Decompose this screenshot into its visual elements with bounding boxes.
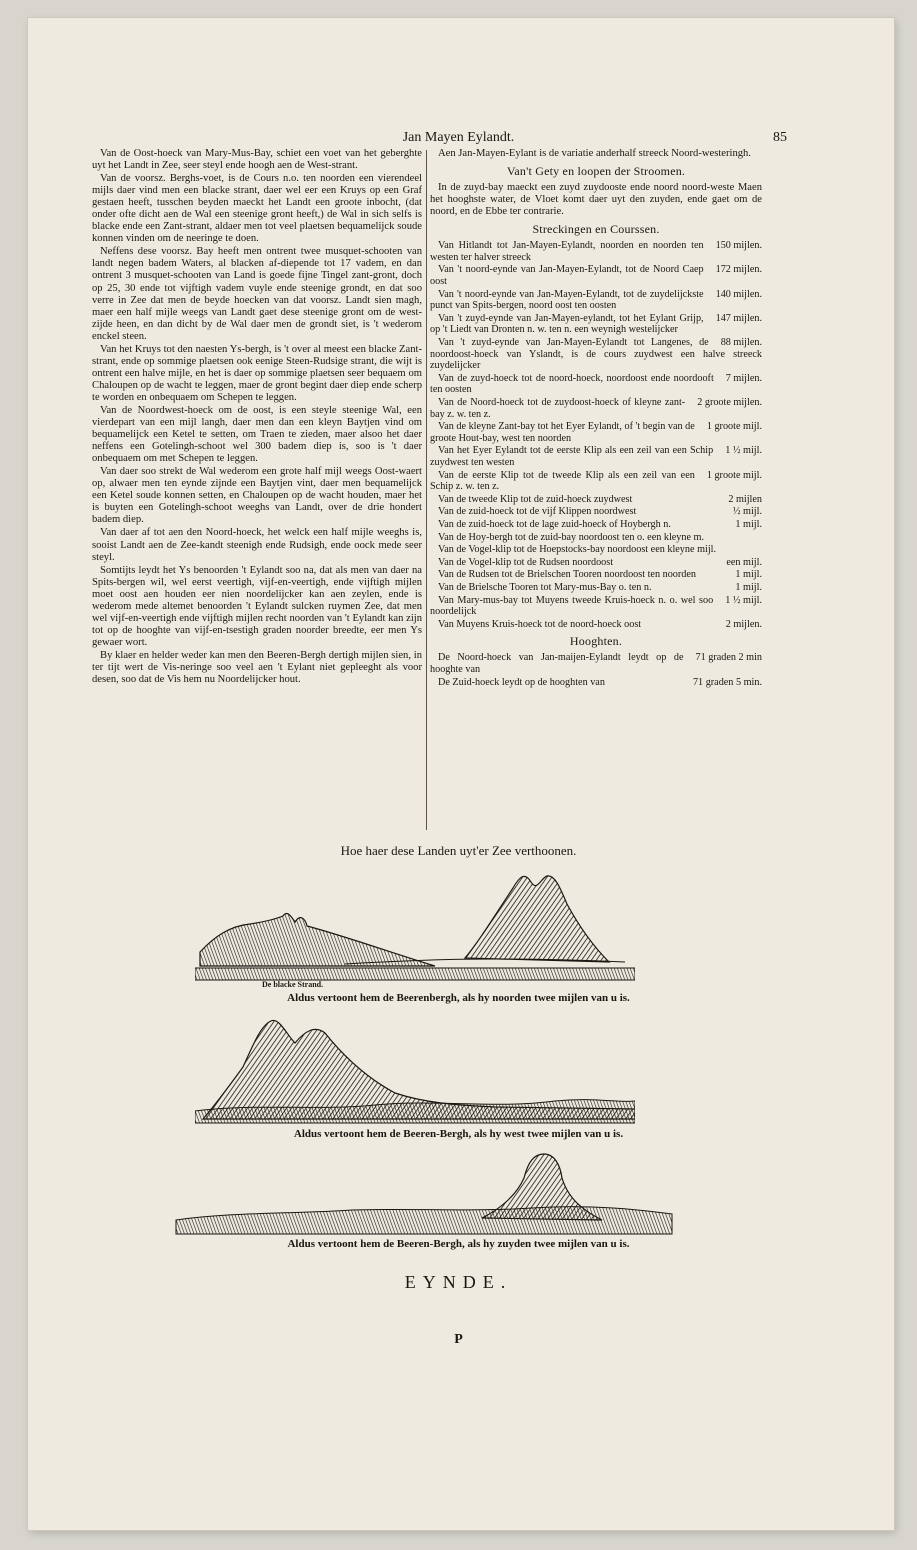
variation-paragraph: Aen Jan-Mayen-Eylant is de variatie anderhalf streeck Noord-westeringh. bbox=[438, 148, 751, 159]
course-entry bbox=[430, 582, 762, 594]
course-entry bbox=[430, 240, 762, 263]
coastal-view-north bbox=[195, 870, 635, 982]
tides-heading: Van't Gety en loopen der Stroomen. bbox=[506, 164, 686, 179]
courses-heading: Streckingen en Courssen. bbox=[532, 222, 660, 237]
height-entry bbox=[430, 652, 762, 675]
sea-band bbox=[195, 968, 635, 980]
course-entry bbox=[430, 397, 762, 420]
distance-value: ½ mijl. bbox=[732, 506, 762, 518]
paragraph: By klaer en helder weder kan men den Beeren-Bergh dertigh mijlen sien, in ter tijt wert de Vis-neringe soo veel aen 't Eylant niet gepleeght als voor desen, soo dat de Vis hem nu Noordelijcker hout. bbox=[92, 649, 422, 686]
route-text: Van de zuyd-hoeck tot de noord-hoeck, noordoost ende noordooft ten oosten bbox=[430, 372, 714, 396]
route-text: Van 't zuyd-eynde van Jan-Mayen-eylandt, tot het Eylant Grijp, op 't Liedt van Dronten n. w. ten n. een weynigh westelijcker bbox=[430, 312, 704, 336]
course-entry bbox=[430, 373, 762, 396]
distance-value: 1 ½ mijl. bbox=[725, 445, 762, 457]
route-text: Van Mary-mus-bay tot Muyens tweede Kruis-hoeck n. o. wel soo noordelijck bbox=[430, 594, 714, 618]
caption-view-south: Aldus vertoont hem de Beeren-Bergh, als hy zuyden twee mijlen van u is. bbox=[287, 1238, 630, 1250]
caption-view-north: Aldus vertoont hem de Beerenbergh, als hy noorden twee mijlen van u is. bbox=[287, 992, 630, 1004]
course-entry bbox=[430, 445, 762, 468]
distance-value: 88 mijlen. bbox=[720, 337, 762, 349]
route-text: Van de Rudsen tot de Brielschen Tooren noordoost ten noorden bbox=[438, 569, 696, 581]
mountain-beerenbergh bbox=[465, 876, 609, 962]
label-blacke-strand: De blacke Strand. bbox=[262, 980, 324, 989]
route-text: Van de zuid-hoeck tot de vijf Klippen noordwest bbox=[438, 506, 637, 518]
course-entry bbox=[430, 470, 762, 493]
distance-value: 1 mijl. bbox=[735, 581, 762, 593]
route-text: Van de Vogel-klip tot de Rudsen noordoost bbox=[438, 556, 614, 568]
distance-value: 150 mijlen. bbox=[715, 240, 762, 252]
route-text: Van de tweede Klip tot de zuid-hoeck zuydwest bbox=[438, 493, 633, 505]
route-text: Van 't noord-eynde van Jan-Mayen-Eylandt, tot de Noord Caep oost bbox=[430, 264, 704, 288]
distance-value: een mijl. bbox=[726, 556, 762, 568]
ending-text: EYNDE. bbox=[404, 1272, 513, 1292]
course-entry bbox=[430, 264, 762, 287]
distance-value: 71 graden 2 min bbox=[695, 652, 762, 664]
route-text: Van 't noord-eynde van Jan-Mayen-Eylandt, tot de zuydelijckste punct van Spits-bergen, noord oost ten oosten bbox=[430, 288, 704, 312]
caption-view-west: Aldus vertoont hem de Beeren-Bergh, als hy west twee mijlen van u is. bbox=[293, 1128, 624, 1140]
left-column bbox=[92, 148, 422, 831]
running-header bbox=[0, 130, 917, 148]
distance-value: 1 groote mijl. bbox=[706, 421, 762, 433]
route-text: Van de Vogel-klip tot de Hoepstocks-bay noordoost een kleyne mijl. bbox=[438, 544, 717, 556]
courses-list bbox=[430, 240, 762, 630]
figures-title: Hoe haer dese Landen uyt'er Zee verthoonen. bbox=[340, 843, 577, 858]
paragraph: Van het Kruys tot den naesten Ys-bergh, is 't over al meest een blacke Zant-strant, ende op sommige plaetsen ook eenige Steen-Rudsige strant, die wijt is ontrent een halve mijle, en het is daer op sommige plaetsen seer bequaem om Chaloupen op de wacht te leggen, maer de gront begint daer diep ende scherp te worden en onbequaem om Schepen te leggen. bbox=[92, 343, 422, 403]
coastal-view-west bbox=[195, 1015, 635, 1127]
course-entry bbox=[430, 569, 762, 581]
headland-left bbox=[200, 914, 435, 966]
paragraph: Van de Oost-hoeck van Mary-Mus-Bay, schiet een voet van het geberghte uyt het Landt in Zee, seer steyl ende hoogh aen de West-strant. bbox=[92, 148, 422, 172]
route-text: Van de Brielsche Tooren tot Mary-mus-Bay o. ten n. bbox=[438, 581, 652, 593]
distance-value: 2 mijlen bbox=[728, 493, 762, 505]
distance-value: 1 mijl. bbox=[735, 569, 762, 581]
distance-value: 1 ½ mijl. bbox=[725, 594, 762, 606]
course-entry bbox=[430, 557, 762, 569]
coastal-view-south bbox=[172, 1148, 677, 1238]
route-text: Van de zuid-hoeck tot de lage zuid-hoeck of Hoybergh n. bbox=[438, 518, 671, 530]
paragraph: Van daer soo strekt de Wal wederom een grote half mijl weegs Oost-waert op, alwaer men ten eynde zijnde een Baytjen vint, daer men bequamelijck een Ketel soude konnen setten, en Chaloupen op de wacht houden, maer het is buyten een Gotelingh-schoot weeghs van Landt, over de drie hondert badem diep. bbox=[92, 466, 422, 526]
paragraph: Van de Noordwest-hoeck om de oost, is een steyle steenige Wal, een vierdepart van een mijl langh, daer men dan een kleyn Baytjen vind om bequamelijck een Ketel te setten, om Traen te zieden, maer alsoo het daer neffens een Gotelingh-schoot wel 300 badem diep is, soo is 't daer onbequaem om met Schepen te leggen. bbox=[92, 404, 422, 465]
route-text: Van de kleyne Zant-bay tot het Eyer Eylandt, of 't begin van de groote Hout-bay, west ten noorden bbox=[430, 421, 695, 444]
distance-value: 2 groote mijlen. bbox=[697, 397, 762, 408]
route-text: Van het Eyer Eylandt tot de eerste Klip als een zeil van een Schip zuydwest ten westen bbox=[430, 445, 714, 468]
paragraph: Somtijts leydt het Ys benoorden 't Eylandt soo na, dat als men van daer na Spits-bergen wil, wel eerst veertigh, vijf-en-veertigh, ende vijftigh mijlen moet oost aen houden eer nien noordelijcker kan aen zeylen, ende is wederom mede altemet benoorden 't Eylandt sulcken ruymen Zee, dat men wel vijf-en-veertigh ende vijftigh mijlen recht noorden van 't Eylandt kan zijn tot op de hooghte van vijf-en-tsestigh graden noorder breedte, eer men Ys gewaer wort. bbox=[92, 564, 422, 648]
paragraph: Neffens dese voorsz. Bay heeft men ontrent twee musquet-schooten van landt negen badem Waters, al blacken af-diepende tot 17 vadem, en dan ontrent 3 musquet-schooten van Land is goede fijne Tingel zant-gront, doch op 25, 30 ende tot vijftigh vadem vuyle ende steenige grondt, en dat soo verre in Zee dat men de beyde hoecken van dat voorsz. Landt sien magh, maer een half mijle weegs van Landt gaet dese steenige gront om de west-zijde heen, en dan dicht by de Wal daer men de grondt siet, is 't wederom enckel steen. bbox=[92, 246, 422, 342]
course-entry bbox=[430, 313, 762, 336]
paragraph: Van daer af tot aen den Noord-hoeck, het welck een half mijle weeghs is, sooist Landt aen de Zee-kandt steenigh ende Rudsigh, ende oock mede seer steyl. bbox=[92, 527, 422, 563]
signature-mark: P bbox=[454, 1332, 463, 1347]
course-entry bbox=[430, 506, 762, 518]
course-entry bbox=[430, 619, 762, 631]
route-text: Van Hitlandt tot Jan-Mayen-Eylandt, noorden en noorden ten westen ter halver streeck bbox=[430, 240, 704, 263]
route-text: Van de Noord-hoeck tot de zuydoost-hoeck of kleyne zant-bay z. w. ten z. bbox=[430, 397, 686, 420]
route-text: De Noord-hoeck van Jan-maijen-Eylandt leydt op de hooghte van bbox=[430, 652, 684, 675]
right-column bbox=[430, 148, 762, 831]
tides-paragraph: In de zuyd-bay maeckt een zuyd zuydooste ende noord noord-weste Maen het hooghste water, de Vloet komt daer uyt den zuyden, ende gaet om de noord, en de Ebbe ter contrarie. bbox=[430, 182, 762, 218]
paragraph: Van de voorsz. Berghs-voet, is de Cours n.o. ten noorden een vierendeel mijls daer vind men een blacke strant, daer wel eer een Kruys op een Graf gestaen heeft, tusschen beyden maeckt het Landt een groote inbocht, (dat onder ofte dicht aen de Wal een steenige gront heeft,) de Wal in sich selfs is blacke ende een Zant-strant, aldaer men tot veel plaetsen bequamelijck soude konnen vinden om de neeringe te doen. bbox=[92, 173, 422, 245]
height-entry bbox=[430, 677, 762, 689]
route-text: Van de Hoy-bergh tot de zuid-bay noordoost ten o. een kleyne m. bbox=[438, 531, 705, 543]
course-entry bbox=[430, 519, 762, 531]
course-entry bbox=[430, 532, 762, 544]
distance-value: 140 mijlen. bbox=[715, 288, 762, 300]
course-entry bbox=[430, 494, 762, 506]
distance-value: 147 mijlen. bbox=[715, 312, 762, 324]
page-title: Jan Mayen Eylandt. bbox=[402, 130, 515, 145]
route-text: Van 't zuyd-eynde van Jan-Mayen-Eylandt tot Langenes, de noordoost-hoeck van Yslandt, is de cours zuydwest een halve streeck zuydelijcker bbox=[430, 337, 762, 372]
distance-value: 172 mijlen. bbox=[715, 264, 762, 276]
distance-value: 1 mijl. bbox=[735, 518, 762, 530]
coast-band bbox=[176, 1207, 672, 1234]
distance-value: 2 mijlen. bbox=[725, 618, 762, 630]
route-text: De Zuid-hoeck leydt op de hooghten van bbox=[438, 676, 605, 688]
column-divider bbox=[426, 150, 427, 830]
heights-list bbox=[430, 652, 762, 688]
course-entry bbox=[430, 595, 762, 618]
page-number: 85 bbox=[773, 130, 787, 145]
course-entry bbox=[430, 544, 762, 556]
course-entry bbox=[430, 337, 762, 372]
distance-value: 71 graden 5 min. bbox=[692, 676, 762, 688]
route-text: Van de eerste Klip tot de tweede Klip als een zeil van een Schip z. w. ten z. bbox=[430, 469, 695, 493]
distance-value: 1 groote mijl. bbox=[706, 469, 762, 481]
course-entry bbox=[430, 289, 762, 312]
route-text: Van Muyens Kruis-hoeck tot de noord-hoeck oost bbox=[438, 618, 642, 630]
distance-value: 7 mijlen. bbox=[725, 372, 762, 384]
heights-heading: Hooghten. bbox=[569, 634, 623, 649]
course-entry bbox=[430, 421, 762, 444]
